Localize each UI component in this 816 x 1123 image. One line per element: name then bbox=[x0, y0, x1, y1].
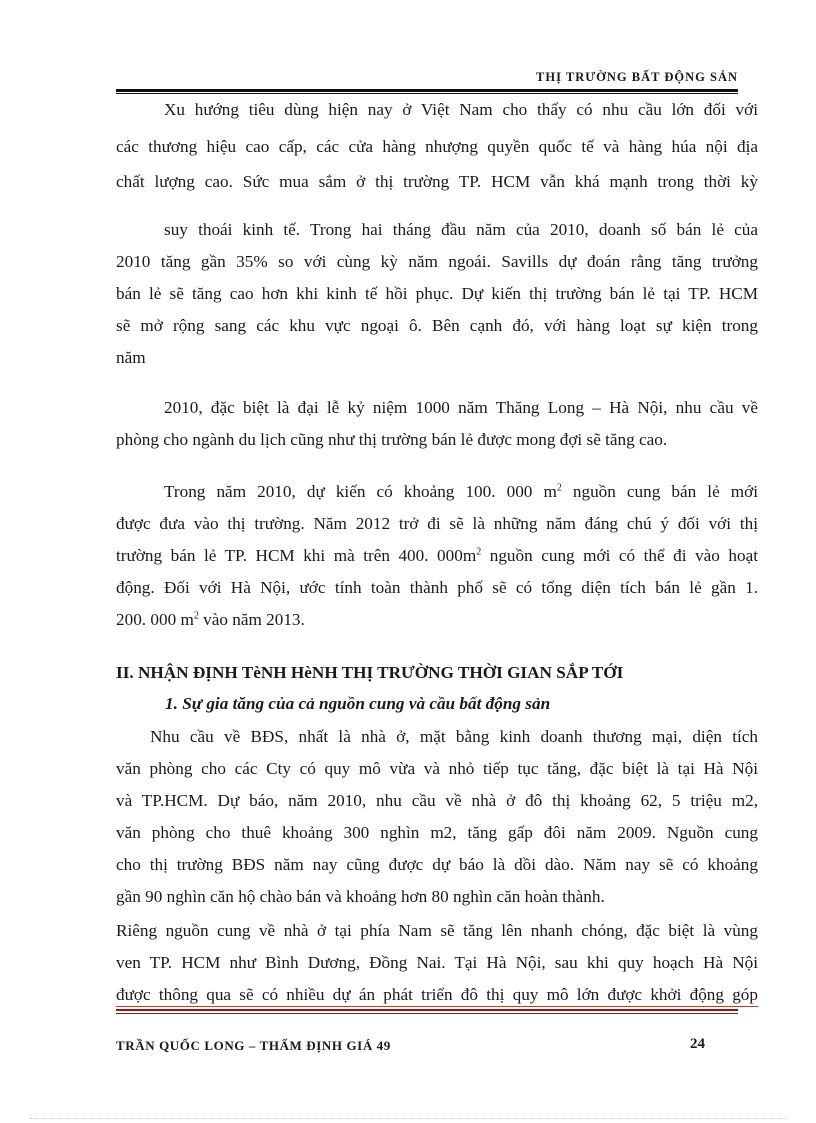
paragraph-line: gần 90 nghìn căn hộ chào bán và khoảng hơn 80 nghìn căn hoàn thành. bbox=[116, 887, 605, 906]
paragraph-line: được đưa vào thị trường. Năm 2012 trở đi sẽ là những năm đáng chú ý đối với thị bbox=[116, 514, 758, 533]
paragraph-line: được thông qua sẽ có nhiều dự án phát triển đô thị quy mô lớn được khởi động góp bbox=[116, 985, 758, 1007]
paragraph-line: phòng cho ngành du lịch cũng như thị trường bán lẻ được mong đợi sẽ tăng cao. bbox=[116, 430, 668, 449]
footer-rule-thick bbox=[116, 1009, 738, 1011]
footer-author: TRẦN QUỐC LONG – THẨM ĐỊNH GIÁ 49 bbox=[116, 1038, 391, 1053]
header-rule-thin bbox=[116, 93, 738, 94]
paragraph-line: các thương hiệu cao cấp, các cửa hàng nhượng quyền quốc tế và hàng húa nội địa bbox=[116, 137, 758, 156]
paragraph-line: 2010, đặc biệt là đại lễ kỷ niệm 1000 năm Thăng Long – Hà Nội, nhu cầu về bbox=[164, 398, 758, 417]
paragraph-line: văn phòng cho thuê khoảng 300 nghìn m2, tăng gấp đôi năm 2009. Nguồn cung bbox=[116, 823, 758, 842]
paragraph-line: động. Đối với Hà Nội, ước tính toàn thành phố sẽ có tổng diện tích bán lẻ gần 1. bbox=[116, 578, 758, 597]
subsection-heading: 1. Sự gia tăng của cả nguồn cung và cầu bất động sản bbox=[165, 694, 551, 713]
running-header: THỊ TRƯỜNG BẤT ĐỘNG SẢN bbox=[536, 70, 738, 84]
paragraph-line: Xu hướng tiêu dùng hiện nay ở Việt Nam cho thấy có nhu cầu lớn đối với bbox=[164, 100, 758, 119]
paragraph-line: trường bán lẻ TP. HCM khi mà trên 400. $000m^2$ nguồn cung mới có thể đi vào hoạt bbox=[116, 546, 758, 565]
paragraph-line: ven TP. HCM như Bình Dương, Đồng Nai. Tại Hà Nội, sau khi quy hoạch Hà Nội bbox=[116, 953, 758, 972]
paragraph-line: 2010 tăng gần 35% so với cùng kỳ năm ngoái. Savills dự đoán rằng tăng trưởng bbox=[116, 252, 758, 271]
paragraph-line: suy thoái kinh tế. Trong hai tháng đầu năm của 2010, doanh số bán lẻ của bbox=[164, 220, 758, 239]
footer-rule-thin bbox=[116, 1013, 738, 1014]
paragraph-line: 200. 000 $m^2$ vào năm 2013. bbox=[116, 610, 305, 629]
paragraph-line: chất lượng cao. Sức mua sắm ở thị trường TP. HCM vẫn khá mạnh trong thời kỳ bbox=[116, 172, 758, 191]
paragraph-line: cho thị trường BĐS năm nay cũng được dự báo là dồi dào. Năm nay sẽ có khoảng bbox=[116, 855, 758, 874]
page-number: 24 bbox=[690, 1036, 705, 1052]
paragraph-line: bán lẻ sẽ tăng cao hơn khi kinh tế hồi phục. Dự kiến thị trường bán lẻ tại TP. HCM bbox=[116, 284, 758, 303]
header-rule-thick bbox=[116, 89, 738, 92]
paragraph-line: Nhu cầu về BĐS, nhất là nhà ở, mặt bằng kinh doanh thương mại, diện tích bbox=[150, 727, 758, 746]
paragraph-line: văn phòng cho các Cty có quy mô vừa và nhỏ tiếp tục tăng, đặc biệt là tại Hà Nội bbox=[116, 759, 758, 778]
paragraph-line: Riêng nguồn cung về nhà ở tại phía Nam sẽ tăng lên nhanh chóng, đặc biệt là vùng bbox=[116, 921, 758, 940]
paragraph-line: và TP.HCM. Dự báo, năm 2010, nhu cầu về nhà ở đô thị khoảng 62, 5 triệu m2, bbox=[116, 791, 758, 810]
paragraph-line: sẽ mở rộng sang các khu vực ngoại ô. Bên cạnh đó, với hàng loạt sự kiện trong bbox=[116, 316, 758, 335]
section-heading: II. NHẬN ĐỊNH TèNH HèNH THỊ TRƯỜNG THỜI GIAN SẮP TỚI bbox=[116, 663, 624, 682]
paragraph-line: năm bbox=[116, 348, 146, 367]
page-boundary bbox=[30, 1118, 786, 1119]
paragraph-line: Trong năm 2010, dự kiến có khoảng 100. 000 $m^2$ nguồn cung bán lẻ mới bbox=[164, 482, 758, 501]
